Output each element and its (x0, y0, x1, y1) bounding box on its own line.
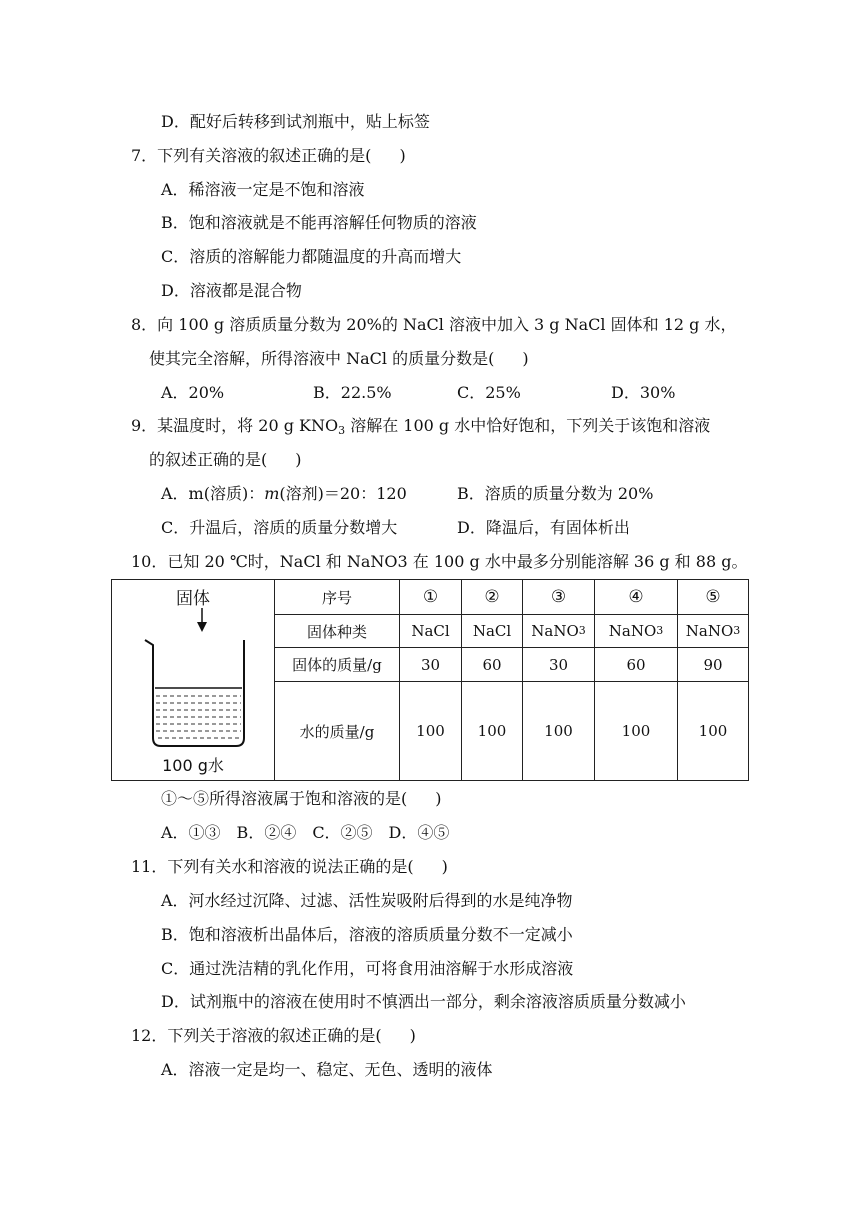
header-water-mass: 水的质量/g (299, 722, 375, 741)
header-solid-mass: 固体的质量/g (292, 656, 382, 674)
q10-stem: 10．已知 20 ℃时，NaCl 和 NaNO3 在 100 g 水中最多分别能溶解 36 g 和 88 g。 (131, 552, 748, 571)
table-cell: NaNO 3 (685, 622, 741, 640)
q8-option-a: A．20% (161, 383, 225, 402)
q10-options: A．①③ B．②④ C．②⑤ D．④⑤ (161, 823, 450, 842)
q8-stem-line2: 使其完全溶解，所得溶液中 NaCl 的质量分数是( ) (149, 349, 529, 368)
q7-option-c: C．溶质的溶解能力都随温度的升高而增大 (161, 247, 462, 266)
q12-option-a: A．溶液一定是均一、稳定、无色、透明的液体 (161, 1060, 493, 1079)
q12-stem: 12．下列关于溶液的叙述正确的是( ) (131, 1026, 416, 1045)
table-cell: ⑤ (705, 587, 721, 607)
q9-stem-line2: 的叙述正确的是( ) (149, 450, 302, 469)
q8-stem-line1: 8．向 100 g 溶质质量分数为 20%的 NaCl 溶液中加入 3 g NaCl 固体和 12 g 水， (131, 315, 737, 334)
q11-option-a: A．河水经过沉降、过滤、活性炭吸附后得到的水是纯净物 (161, 891, 573, 910)
table-cell: 30 (420, 655, 441, 674)
q11-stem: 11．下列有关水和溶液的说法正确的是( ) (131, 857, 448, 876)
q9-option-b: B．溶质的质量分数为 20% (457, 484, 654, 503)
q10-ask: ①～⑤所得溶液属于饱和溶液的是( ) (161, 789, 442, 808)
table-cell: ① (422, 587, 439, 607)
q8-option-b: B．22.5% (313, 383, 392, 402)
table-cell: 100 (477, 722, 507, 740)
q10-figure-table (111, 579, 749, 781)
table-cell: NaNO 3 (608, 622, 664, 640)
table-cell: NaCl (411, 622, 450, 640)
beaker-icon (112, 580, 274, 780)
table-cell: ③ (550, 587, 567, 607)
solid-label: 固体 (176, 589, 210, 609)
q11-option-b: B．饱和溶液析出晶体后，溶液的溶质质量分数不一定减小 (161, 925, 573, 944)
q9-stem-line1: 9．某温度时，将 20 g $KNO_3$ 溶解在 100 g 水中恰好饱和，下列关于该饱和溶液 (131, 416, 711, 437)
q6-option-d: D．配好后转移到试剂瓶中，贴上标签 (161, 112, 430, 131)
table-cell: 100 (416, 722, 445, 740)
q7-option-a: A．稀溶液一定是不饱和溶液 (161, 180, 365, 199)
q7-stem: 7．下列有关溶液的叙述正确的是( ) (131, 146, 406, 165)
q9-option-d: D．降温后，有固体析出 (457, 518, 630, 537)
table-cell: 100 (698, 722, 728, 740)
table-cell: 30 (548, 655, 569, 674)
q9-option-a: A．m(溶质)：m(溶剂)＝20：120 (161, 484, 407, 503)
table-cell: 90 (703, 655, 723, 674)
beaker-figure (112, 580, 274, 780)
table-cell: 60 (626, 655, 646, 674)
header-solid-type: 固体种类 (306, 622, 367, 641)
q7-option-d: D．溶液都是混合物 (161, 281, 302, 300)
q11-option-d: D．试剂瓶中的溶液在使用时不慎洒出一部分，剩余溶液溶质质量分数减小 (161, 992, 686, 1011)
table-cell: NaCl (472, 622, 512, 640)
table-cell: 100 (544, 722, 573, 740)
table-cell: ④ (628, 587, 644, 607)
table-cell: ② (484, 587, 500, 607)
q11-option-c: C．通过洗洁精的乳化作用，可将食用油溶解于水形成溶液 (161, 959, 574, 978)
table-cell: 60 (482, 655, 502, 674)
table-cell: 100 (621, 722, 651, 740)
water-label: 100 g水 (162, 756, 224, 775)
q8-option-d: D．30% (611, 383, 676, 402)
q9-option-c: C．升温后，溶质的质量分数增大 (161, 518, 398, 537)
q8-option-c: C．25% (457, 383, 521, 402)
table-cell: NaNO 3 (531, 622, 586, 640)
header-number: 序号 (321, 588, 352, 607)
q7-option-b: B．饱和溶液就是不能再溶解任何物质的溶液 (161, 213, 477, 232)
